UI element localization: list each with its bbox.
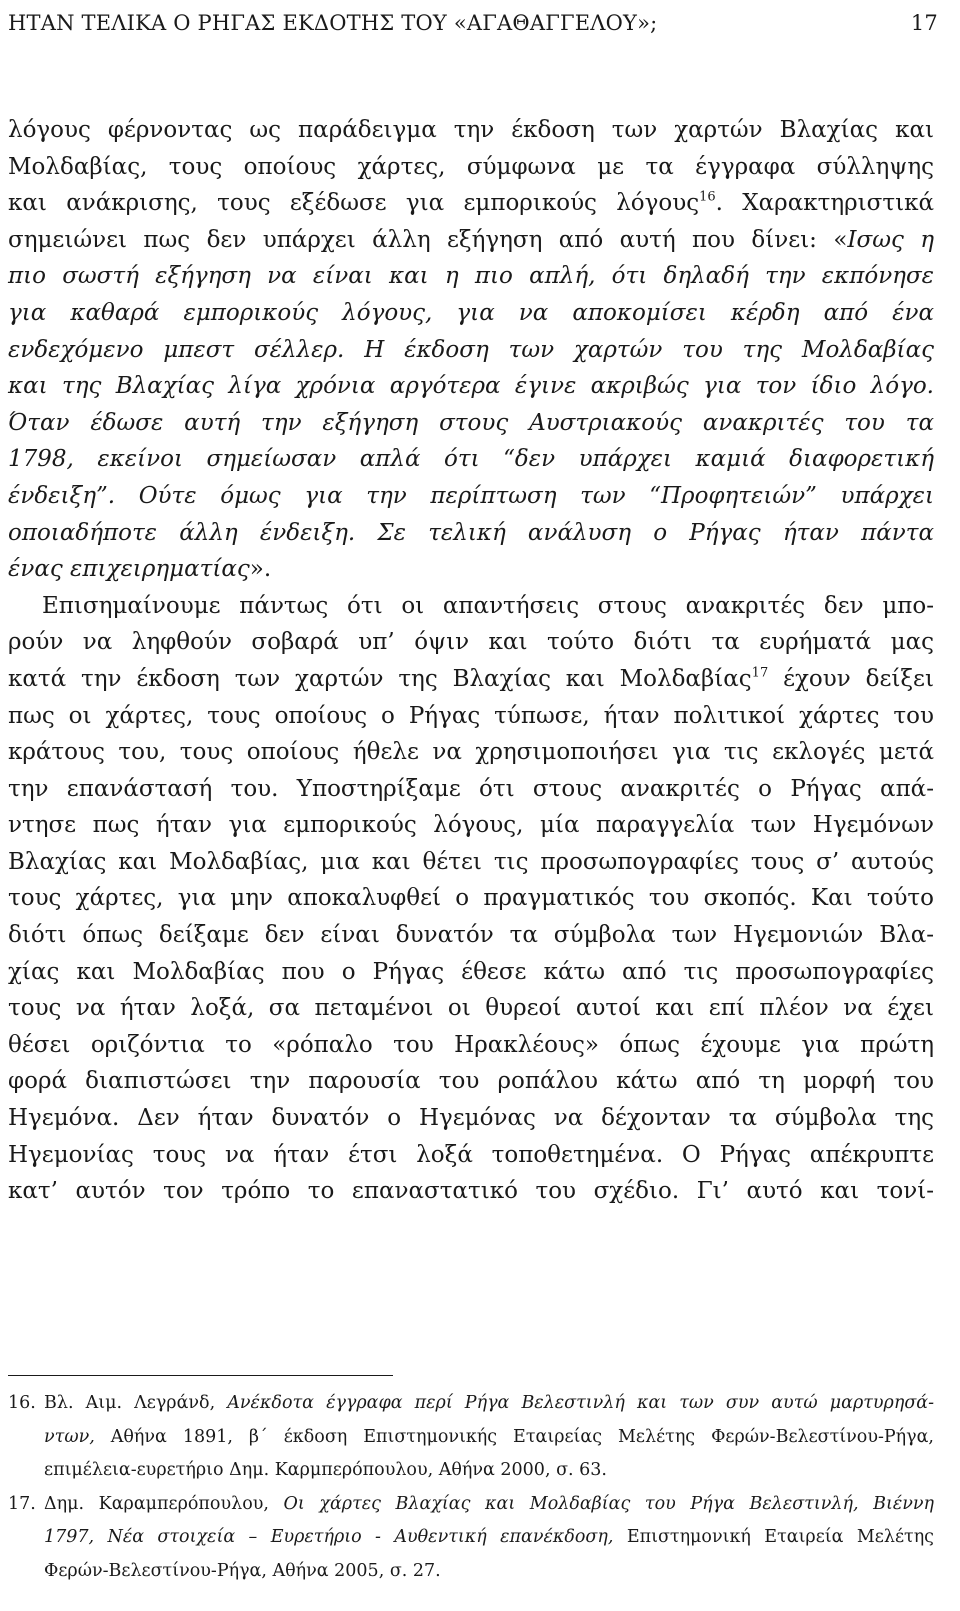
text-line: φορά διαπιστώσει την παρουσία του ροπάλου κάτω από τη μορφή του: [8, 1068, 934, 1095]
text-line: διότι όπως δείξαμε δεν είναι δυνατόν τα σύμβολα των Ηγεμονιών Βλα-: [8, 922, 934, 949]
footnote-divider: [8, 1375, 393, 1376]
running-header: [8, 6, 938, 40]
text-line: κατ’ αυτόν τον τρόπο το επαναστατικό του σχέδιο. Γι’ αυτό και τονί-: [8, 1178, 934, 1205]
text-line: τους χάρτες, για μην αποκαλυφθεί ο πραγματικός του σκοπός. Και τούτο: [8, 885, 934, 912]
text-line: Ηγεμονίας τους να ήταν έτσι λοξά τοποθετημένα. Ο Ρήγας απέκρυπτε: [8, 1141, 934, 1168]
text-line: Μολδαβίας, τους οποίους χάρτες, σύμφωνα με τα έγγραφα σύλληψης: [8, 153, 934, 180]
footnote-17-line: Φερών-Βελεστίνου-Ρήγα, Αθήνα 2005, σ. 27.: [44, 1560, 441, 1581]
text-line: χίας και Μολδαβίας που ο Ρήγας έθεσε κάτω από τις προσωπογραφίες: [8, 958, 934, 985]
quote-line: οποιαδήποτε άλλη ένδειξη. Σε τελική ανάλυση ο Ρήγας ήταν πάντα: [8, 519, 934, 546]
text-line: κατά την έκδοση των χαρτών της Βλαχίας και Μολδαβίας$^{17}$ έχουν δείξει: [8, 665, 934, 692]
text-line: σημειώνει πως δεν υπάρχει άλλη εξήγηση από αυτή που δίνει: «Ισως η: [8, 226, 935, 253]
footnote-number: 16.: [8, 1393, 36, 1413]
footnote-number: 17.: [8, 1493, 36, 1514]
quote-line: και της Βλαχίας λίγα χρόνια αργότερα έγινε ακριβώς για τον ίδιο λόγο.: [8, 373, 934, 400]
text-line: θέσει οριζόντια το «ρόπαλο του Ηρακλέους» όπως έχουμε για πρώτη: [8, 1031, 934, 1058]
footnotes: [8, 1387, 934, 1588]
text-line: λόγους φέρνοντας ως παράδειγμα την έκδοση των χαρτών Βλαχίας και: [8, 117, 934, 143]
footnote-17: 17. Δημ. Καραμπερόπουλου, Οι χάρτες Βλαχίας και Μολδαβίας του Ρήγα Βελεστινλή, Βιέννη: [8, 1488, 934, 1522]
text-line: Βλαχίας και Μολδαβίας, μια και θέτει τις προσωπογραφίες τους σ’ αυτούς: [8, 848, 934, 875]
text-line: πως οι χάρτες, τους οποίους ο Ρήγας τύπωσε, ήταν πολιτικοί χάρτες του: [8, 702, 934, 729]
footnote-17-line: 1797, Νέα στοιχεία – Ευρετήριο - Αυθεντική επανέκδοση, Επιστημονική Εταιρεία Μελέτης: [44, 1527, 934, 1547]
quote-line: πιο σωστή εξήγηση να είναι και η πιο απλή, ότι δηλαδή την εκπόνησε: [8, 263, 934, 290]
text-line: κράτους του, τους οποίους ήθελε να χρησιμοποιήσει για τις εκλογές μετά: [8, 739, 934, 766]
paragraph-start: Επισημαίνουμε πάντως ότι οι απαντήσεις στους ανακριτές δεν μπο-: [42, 592, 934, 619]
text-line: και ανάκρισης, τους εξέδωσε για εμπορικούς λόγους$^{16}$. Χαρακτηριστικά: [8, 189, 934, 217]
text-line: ρούν να ληφθούν σοβαρά υπ’ όψιν και τούτο διότι τα ευρήματά μας: [8, 629, 934, 656]
quote-line: ένας επιχειρηματίας».: [8, 556, 272, 583]
text-line: Ηγεμόνα. Δεν ήταν δυνατόν ο Ηγεμόνας να δέχονταν τα σύμβολα της: [8, 1105, 934, 1132]
quote-line: ένδειξη”. Ούτε όμως για την περίπτωση των “Προφητειών” υπάρχει: [8, 482, 934, 509]
quote-line: για καθαρά εμπορικούς λόγους, για να αποκομίσει κέρδη από ένα: [8, 299, 934, 326]
footnote-16-line: επιμέλεια-ευρετήριο Δημ. Καρμπερόπουλου, Αθήνα 2000, σ. 63.: [44, 1460, 607, 1480]
footnote-16-line: ντων, Αθήνα 1891, β΄ έκδοση Επιστημονικής Εταιρείας Μελέτης Φερών-Βελεστίνου-Ρήγα,: [44, 1426, 934, 1447]
quote-line: ενδεχόμενο μπεστ σέλλερ. Η έκδοση των χαρτών του της Μολδαβίας: [8, 336, 934, 363]
quote-line: 1798, εκείνοι σημείωσαν απλά ότι “δεν υπάρχει καμιά διαφορετική: [8, 446, 934, 473]
footnote-ref-16[interactable]: 16: [699, 189, 716, 205]
footnote-16: 16. Βλ. Αιμ. Λεγράνδ, Ανέκδοτα έγγραφα περί Ρήγα Βελεστινλή και των συν αυτώ μαρτυρησά-: [8, 1387, 934, 1421]
running-title: ΗΤΑΝ ΤΕΛΙΚΑ Ο ΡΗΓΑΣ ΕΚΔΟΤΗΣ ΤΟΥ «ΑΓΑΘΑΓΓΕΛΟΥ»;: [8, 11, 658, 35]
page-number: 17: [910, 11, 938, 35]
text-line: τους να ήταν λοξά, σα πεταμένοι οι θυρεοί αυτοί και επί πλέον να έχει: [8, 995, 934, 1022]
text-line: ντησε πως ήταν για εμπορικούς λόγους, μία παραγγελία των Ηγεμόνων: [8, 812, 934, 839]
text-line: την επανάστασή του. Υποστηρίξαμε ότι στους ανακριτές ο Ρήγας απά-: [8, 775, 934, 802]
body-text: [8, 112, 934, 1210]
quote-line: Όταν έδωσε αυτή την εξήγηση στους Αυστριακούς ανακριτές του τα: [8, 409, 934, 436]
footnote-ref-17[interactable]: 17: [751, 665, 769, 681]
